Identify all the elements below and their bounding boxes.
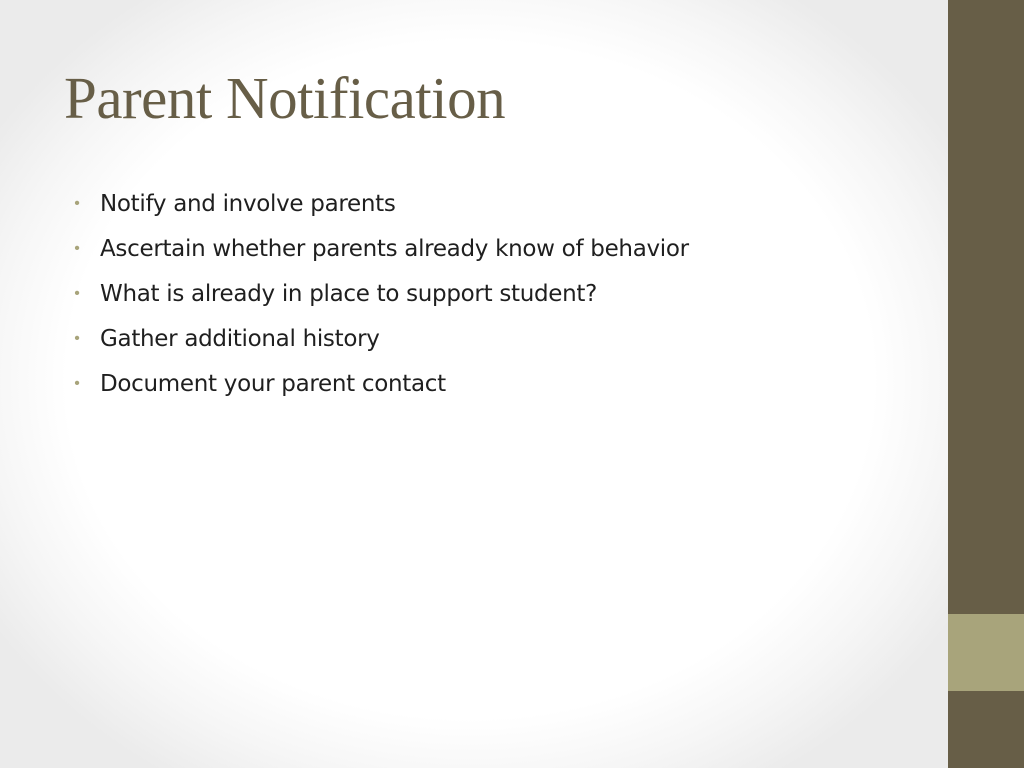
bullet-item xyxy=(72,181,689,226)
bullet-item xyxy=(72,226,689,271)
slide-title: Parent Notification xyxy=(64,65,506,131)
bullet-point-icon: • xyxy=(74,284,80,302)
bullet-text: What is already in place to support student? xyxy=(100,280,598,307)
bullet-point-icon: • xyxy=(74,374,80,392)
bullet-point-icon: • xyxy=(74,194,80,212)
bullet-text: Gather additional history xyxy=(100,325,380,352)
decorative-sidebar-accent xyxy=(948,614,1024,691)
bullet-item xyxy=(72,271,689,316)
bullet-item xyxy=(72,316,689,361)
bullet-point-icon: • xyxy=(74,329,80,347)
bullet-text: Document your parent contact xyxy=(100,370,446,397)
bullet-text: Ascertain whether parents already know of behavior xyxy=(100,235,689,262)
bullet-point-icon: • xyxy=(74,239,80,257)
bullet-list xyxy=(72,181,689,406)
bullet-item xyxy=(72,361,689,406)
bullet-text: Notify and involve parents xyxy=(100,190,396,217)
